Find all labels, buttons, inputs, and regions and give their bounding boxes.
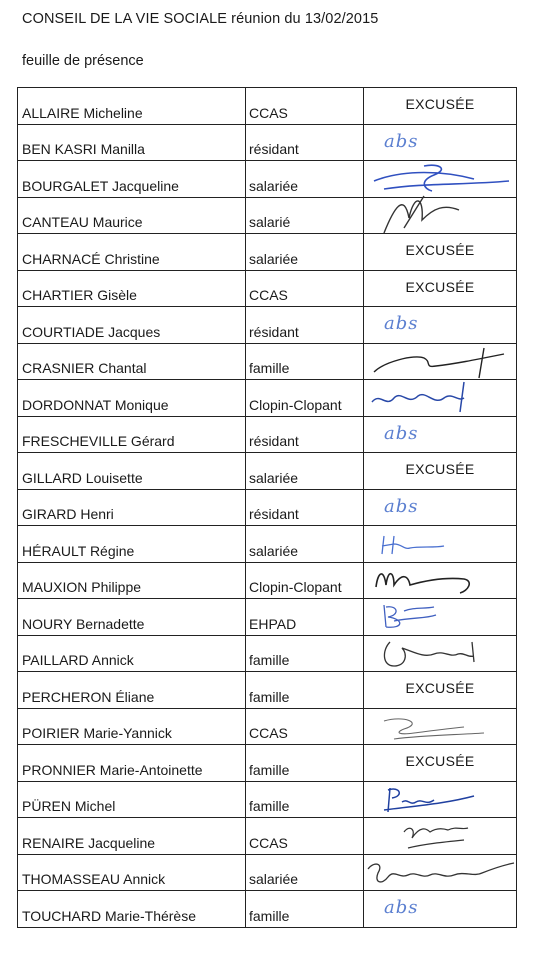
document-title: CONSEIL DE LA VIE SOCIALE réunion du 13/02/2015 bbox=[22, 11, 379, 27]
handwritten-signature bbox=[364, 380, 517, 417]
signature-cell bbox=[364, 453, 517, 490]
member-name: FRESCHEVILLE Gérard bbox=[18, 416, 246, 453]
member-role: famille bbox=[246, 672, 364, 709]
handwritten-signature bbox=[364, 344, 517, 381]
absent-handwritten-mark: abs bbox=[384, 422, 419, 444]
member-role: résidant bbox=[246, 307, 364, 344]
member-role: salariée bbox=[246, 854, 364, 891]
member-name: GIRARD Henri bbox=[18, 489, 246, 526]
member-name: PÜREN Michel bbox=[18, 781, 246, 818]
signature-cell bbox=[364, 380, 517, 417]
table-row bbox=[18, 489, 517, 526]
member-role: salarié bbox=[246, 197, 364, 234]
member-role: famille bbox=[246, 781, 364, 818]
table-row bbox=[18, 891, 517, 928]
signature-cell bbox=[364, 891, 517, 928]
table-row bbox=[18, 234, 517, 271]
handwritten-signature bbox=[364, 636, 517, 673]
member-name: ALLAIRE Micheline bbox=[18, 88, 246, 125]
attendance-table-body bbox=[18, 88, 517, 928]
signature-cell bbox=[364, 635, 517, 672]
table-row bbox=[18, 854, 517, 891]
table-row bbox=[18, 453, 517, 490]
member-role: Clopin-Clopant bbox=[246, 380, 364, 417]
handwritten-signature bbox=[364, 709, 517, 746]
member-name: BOURGALET Jacqueline bbox=[18, 161, 246, 198]
table-row bbox=[18, 526, 517, 563]
member-name: TOUCHARD Marie-Thérèse bbox=[18, 891, 246, 928]
member-role: famille bbox=[246, 343, 364, 380]
member-role: CCAS bbox=[246, 88, 364, 125]
member-name: HÉRAULT Régine bbox=[18, 526, 246, 563]
handwritten-signature bbox=[364, 198, 517, 235]
member-name: NOURY Bernadette bbox=[18, 599, 246, 636]
member-name: CANTEAU Maurice bbox=[18, 197, 246, 234]
signature-cell bbox=[364, 599, 517, 636]
signature-cell bbox=[364, 416, 517, 453]
handwritten-signature bbox=[364, 818, 517, 855]
signature-cell bbox=[364, 854, 517, 891]
member-role: résidant bbox=[246, 124, 364, 161]
table-row bbox=[18, 270, 517, 307]
excused-label: EXCUSÉE bbox=[405, 278, 475, 295]
handwritten-signature bbox=[364, 782, 517, 819]
member-name: PAILLARD Annick bbox=[18, 635, 246, 672]
signature-cell bbox=[364, 197, 517, 234]
signature-cell bbox=[364, 562, 517, 599]
member-name: CHARTIER Gisèle bbox=[18, 270, 246, 307]
table-row bbox=[18, 745, 517, 782]
table-row bbox=[18, 599, 517, 636]
table-row bbox=[18, 818, 517, 855]
table-row bbox=[18, 562, 517, 599]
member-role: résidant bbox=[246, 489, 364, 526]
signature-cell bbox=[364, 88, 517, 125]
member-name: MAUXION Philippe bbox=[18, 562, 246, 599]
table-row bbox=[18, 343, 517, 380]
signature-cell bbox=[364, 818, 517, 855]
member-role: salariée bbox=[246, 526, 364, 563]
member-role: EHPAD bbox=[246, 599, 364, 636]
member-role: CCAS bbox=[246, 708, 364, 745]
signature-cell bbox=[364, 708, 517, 745]
member-role: famille bbox=[246, 891, 364, 928]
member-name: DORDONNAT Monique bbox=[18, 380, 246, 417]
document-subtitle: feuille de présence bbox=[22, 53, 144, 69]
signature-cell bbox=[364, 343, 517, 380]
handwritten-signature bbox=[364, 161, 517, 198]
attendance-table bbox=[17, 87, 517, 928]
table-row bbox=[18, 161, 517, 198]
member-name: POIRIER Marie-Yannick bbox=[18, 708, 246, 745]
signature-cell bbox=[364, 781, 517, 818]
table-row bbox=[18, 124, 517, 161]
absent-handwritten-mark: abs bbox=[384, 495, 419, 517]
signature-cell bbox=[364, 270, 517, 307]
member-name: PRONNIER Marie-Antoinette bbox=[18, 745, 246, 782]
member-name: THOMASSEAU Annick bbox=[18, 854, 246, 891]
absent-handwritten-mark: abs bbox=[384, 130, 419, 152]
signature-cell bbox=[364, 124, 517, 161]
excused-label: EXCUSÉE bbox=[405, 242, 475, 258]
handwritten-signature bbox=[364, 526, 517, 563]
member-name: PERCHERON Éliane bbox=[18, 672, 246, 709]
signature-cell bbox=[364, 307, 517, 344]
table-row bbox=[18, 307, 517, 344]
member-role: salariée bbox=[246, 161, 364, 198]
member-role: résidant bbox=[246, 416, 364, 453]
member-role: CCAS bbox=[246, 818, 364, 855]
member-name: GILLARD Louisette bbox=[18, 453, 246, 490]
member-role: CCAS bbox=[246, 270, 364, 307]
handwritten-signature bbox=[364, 563, 517, 600]
signature-cell bbox=[364, 161, 517, 198]
signature-cell bbox=[364, 489, 517, 526]
table-row bbox=[18, 416, 517, 453]
member-name: CHARNACÉ Christine bbox=[18, 234, 246, 271]
table-row bbox=[18, 672, 517, 709]
table-row bbox=[18, 708, 517, 745]
member-role: salariée bbox=[246, 234, 364, 271]
absent-handwritten-mark: abs bbox=[384, 897, 419, 918]
excused-label: EXCUSÉE bbox=[405, 461, 475, 477]
signature-cell bbox=[364, 672, 517, 709]
signature-cell bbox=[364, 745, 517, 782]
handwritten-signature bbox=[364, 599, 517, 636]
member-role: famille bbox=[246, 745, 364, 782]
excused-label: EXCUSÉE bbox=[405, 680, 475, 696]
table-row bbox=[18, 635, 517, 672]
table-row bbox=[18, 380, 517, 417]
table-row bbox=[18, 88, 517, 125]
member-name: COURTIADE Jacques bbox=[18, 307, 246, 344]
member-role: famille bbox=[246, 635, 364, 672]
absent-handwritten-mark: abs bbox=[384, 313, 419, 334]
signature-cell bbox=[364, 526, 517, 563]
table-row bbox=[18, 781, 517, 818]
handwritten-signature bbox=[364, 855, 517, 892]
excused-label: EXCUSÉE bbox=[405, 96, 475, 112]
member-name: RENAIRE Jacqueline bbox=[18, 818, 246, 855]
member-name: BEN KASRI Manilla bbox=[18, 124, 246, 161]
excused-label: EXCUSÉE bbox=[405, 753, 475, 769]
table-row bbox=[18, 197, 517, 234]
member-name: CRASNIER Chantal bbox=[18, 343, 246, 380]
signature-cell bbox=[364, 234, 517, 271]
member-role: Clopin-Clopant bbox=[246, 562, 364, 599]
member-role: salariée bbox=[246, 453, 364, 490]
